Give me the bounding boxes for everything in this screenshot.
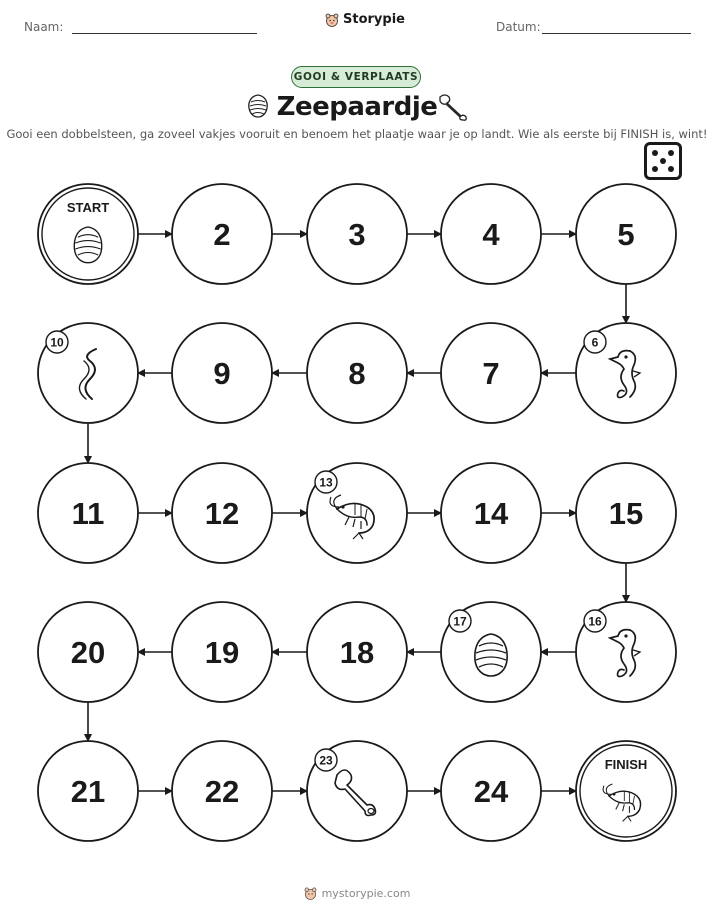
cell-number-badge-label: 13 (319, 475, 333, 490)
cell-number: 11 (71, 496, 105, 531)
footer-url: mystorypie.com (321, 887, 411, 900)
shell-icon (475, 634, 507, 676)
page-title: Zeepaardje (276, 92, 438, 122)
board-cell-19[interactable] (172, 602, 272, 702)
board-cell-5[interactable] (576, 184, 676, 284)
board-cell-22[interactable] (172, 741, 272, 841)
board-cell-21[interactable] (38, 741, 138, 841)
cell-number: 21 (70, 774, 106, 809)
cell-number-badge-label: 16 (588, 614, 602, 629)
name-label: Naam: (24, 20, 64, 34)
category-badge: GOOI & VERPLAATS (291, 66, 421, 88)
cell-number: 5 (617, 217, 635, 252)
board-cell-25[interactable] (576, 741, 676, 841)
board-cell-13[interactable] (307, 463, 407, 563)
cell-number-badge-label: 6 (591, 335, 599, 350)
footer (0, 887, 714, 900)
cell-number: 7 (482, 356, 500, 391)
cell-number: 9 (213, 356, 231, 391)
board-cell-23[interactable] (307, 741, 407, 841)
cell-number: 3 (348, 217, 366, 252)
cell-number: 18 (339, 635, 375, 670)
cell-number: 20 (70, 635, 106, 670)
cell-number: 22 (204, 774, 240, 809)
board-cell-18[interactable] (307, 602, 407, 702)
cell-number-badge-label: 17 (453, 614, 467, 629)
shell-icon (74, 227, 101, 263)
cell-number: 19 (204, 635, 240, 670)
brand-name: Storypie (343, 12, 405, 27)
cell-number: 15 (608, 496, 644, 531)
finish-label: FINISH (604, 757, 648, 772)
instructions-text: Gooi een dobbelsteen, ga zoveel vakjes vooruit en benoem het plaatje waar je op landt. Wie als eerste bij FINISH is, wint! (6, 127, 708, 141)
cell-number-badge-label: 23 (319, 753, 333, 768)
board-cell-12[interactable] (172, 463, 272, 563)
board-cell-24[interactable] (441, 741, 541, 841)
board-cell-16[interactable] (576, 602, 676, 702)
board-cell-15[interactable] (576, 463, 676, 563)
board-cell-11[interactable] (38, 463, 138, 563)
cell-number: 14 (473, 496, 509, 531)
storypie-logo-icon (304, 887, 317, 900)
board-cell-6[interactable] (576, 323, 676, 423)
board-cell-4[interactable] (441, 184, 541, 284)
cell-number: 4 (482, 217, 500, 252)
board-cell-14[interactable] (441, 463, 541, 563)
board-cell-2[interactable] (172, 184, 272, 284)
cell-number-badge-label: 10 (50, 335, 64, 350)
board-cell-17[interactable] (441, 602, 541, 702)
cell-number: 8 (348, 356, 366, 391)
board-cell-7[interactable] (441, 323, 541, 423)
board-cell-3[interactable] (307, 184, 407, 284)
board-cell-20[interactable] (38, 602, 138, 702)
board-cell-1[interactable] (38, 184, 138, 284)
board-cell-8[interactable] (307, 323, 407, 423)
cell-number: 2 (213, 217, 231, 252)
start-label: START (66, 200, 110, 215)
board-cell-10[interactable] (38, 323, 138, 423)
date-label: Datum: (496, 20, 541, 34)
board-cell-9[interactable] (172, 323, 272, 423)
cell-number: 12 (204, 496, 240, 531)
cell-number: 24 (473, 774, 509, 809)
